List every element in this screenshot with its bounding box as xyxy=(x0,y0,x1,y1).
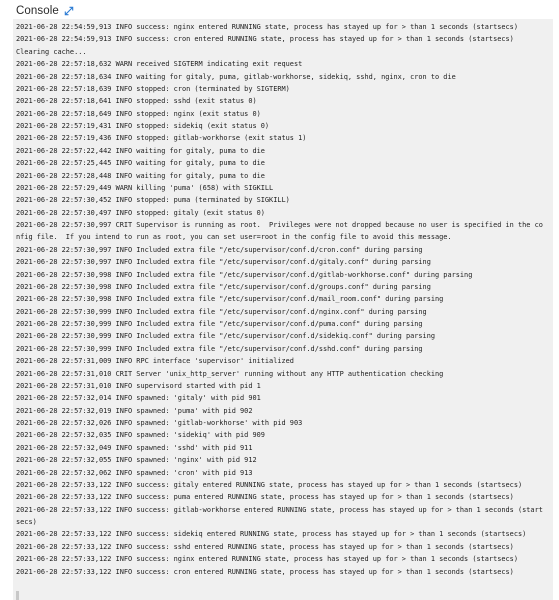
log-line: 2021-06-28 22:57:30,998 INFO Included extra file "/etc/supervisor/conf.d/gitlab-workhorse.conf" during parsing xyxy=(16,270,473,279)
console-output[interactable] xyxy=(13,19,553,600)
log-line: 2021-06-28 22:57:19,436 INFO stopped: gitlab-workhorse (exit status 1) xyxy=(16,134,307,143)
log-line: 2021-06-28 22:57:33,122 INFO success: nginx entered RUNNING state, process has stayed up for > than 1 seconds (startsecs) xyxy=(16,555,518,564)
log-line: Clearing cache... xyxy=(16,47,87,56)
log-line: 2021-06-28 22:57:28,448 INFO waiting for gitaly, puma to die xyxy=(16,171,265,180)
log-line: 2021-06-28 22:57:32,062 INFO spawned: 'cron' with pid 913 xyxy=(16,468,253,477)
log-line: 2021-06-28 22:57:30,999 INFO Included extra file "/etc/supervisor/conf.d/sshd.conf" during parsing xyxy=(16,344,423,353)
log-line: 2021-06-28 22:57:33,122 INFO success: sidekiq entered RUNNING state, process has stayed up for > than 1 seconds (startsecs) xyxy=(16,530,527,539)
log-line: 2021-06-28 22:57:30,997 CRIT Supervisor is running as root. Privileges were not dropped because no user is specified in the co xyxy=(16,221,543,229)
log-line: 2021-06-28 22:57:32,019 INFO spawned: 'puma' with pid 902 xyxy=(16,406,253,415)
log-line: 2021-06-28 22:57:33,122 INFO success: cron entered RUNNING state, process has stayed up for > than 1 seconds (startsecs) xyxy=(16,567,514,576)
log-line: 2021-06-28 22:57:30,452 INFO stopped: puma (terminated by SIGKILL) xyxy=(16,196,290,205)
log-line: 2021-06-28 22:57:30,999 INFO Included extra file "/etc/supervisor/conf.d/puma.conf" during parsing xyxy=(16,320,423,328)
log-line: 2021-06-28 22:57:18,634 INFO waiting for gitaly, puma, gitlab-workhorse, sidekiq, sshd, nginx, cron to die xyxy=(16,72,456,81)
log-line: 2021-06-28 22:57:25,445 INFO waiting for gitaly, puma to die xyxy=(16,159,265,168)
expand-arrows-icon[interactable] xyxy=(63,5,75,17)
log-line: 2021-06-28 22:57:30,997 INFO Included extra file "/etc/supervisor/conf.d/gitaly.conf" during parsing xyxy=(16,258,431,267)
log-line: 2021-06-28 22:57:30,999 INFO Included extra file "/etc/supervisor/conf.d/sidekiq.conf" during parsing xyxy=(16,332,435,341)
log-line: 2021-06-28 22:57:32,055 INFO spawned: 'nginx' with pid 912 xyxy=(16,456,257,465)
log-line: 2021-06-28 22:57:31,010 CRIT Server 'unix_http_server' running without any HTTP authentication checking xyxy=(16,369,444,378)
log-line: 2021-06-28 22:57:30,497 INFO stopped: gitaly (exit status 0) xyxy=(16,208,265,217)
log-line: 2021-06-28 22:57:18,641 INFO stopped: sshd (exit status 0) xyxy=(16,97,257,106)
scrollbar-thumb[interactable] xyxy=(16,591,19,600)
log-line: 2021-06-28 22:57:30,997 INFO Included extra file "/etc/supervisor/conf.d/cron.conf" during parsing xyxy=(16,245,423,254)
log-line: secs) xyxy=(16,518,37,526)
log-line: 2021-06-28 22:57:18,632 WARN received SIGTERM indicating exit request xyxy=(16,60,303,69)
log-line: 2021-06-28 22:57:33,122 INFO success: puma entered RUNNING state, process has stayed up for > than 1 seconds (startsecs) xyxy=(16,493,514,502)
log-line: 2021-06-28 22:57:18,649 INFO stopped: nginx (exit status 0) xyxy=(16,109,261,118)
log-line: 2021-06-28 22:57:32,035 INFO spawned: 'sidekiq' with pid 909 xyxy=(16,431,265,440)
log-line: 2021-06-28 22:57:32,049 INFO spawned: 'sshd' with pid 911 xyxy=(16,443,253,452)
log-line: nfig file. If you intend to run as root, you can set user=root in the config file to avoid this message. xyxy=(16,233,452,242)
log-line: 2021-06-28 22:57:33,122 INFO success: sshd entered RUNNING state, process has stayed up for > than 1 seconds (startsecs) xyxy=(16,542,514,551)
log-line: 2021-06-28 22:57:32,014 INFO spawned: 'gitaly' with pid 901 xyxy=(16,394,261,403)
log-line: 2021-06-28 22:57:32,026 INFO spawned: 'gitlab-workhorse' with pid 903 xyxy=(16,419,303,427)
log-line: 2021-06-28 22:57:29,449 WARN killing 'puma' (658) with SIGKILL xyxy=(16,183,274,192)
log-line: 2021-06-28 22:57:31,010 INFO supervisord started with pid 1 xyxy=(16,381,261,390)
log-line: 2021-06-28 22:57:18,639 INFO stopped: cron (terminated by SIGTERM) xyxy=(16,84,290,93)
panel-title: Console xyxy=(16,5,59,17)
log-line: 2021-06-28 22:57:31,009 INFO RPC interface 'supervisor' initialized xyxy=(16,357,294,366)
log-line: 2021-06-28 22:57:33,122 INFO success: gitaly entered RUNNING state, process has stayed up for > than 1 seconds (startsecs) xyxy=(16,480,523,489)
log-line: 2021-06-28 22:57:30,998 INFO Included extra file "/etc/supervisor/conf.d/mail_room.conf" during parsing xyxy=(16,295,444,304)
log-text xyxy=(16,21,553,578)
log-line: 2021-06-28 22:57:33,122 INFO success: gitlab-workhorse entered RUNNING state, process has stayed up for > than 1 seconds (start xyxy=(16,505,543,514)
horizontal-scrollbar[interactable] xyxy=(13,590,553,600)
log-line: 2021-06-28 22:57:30,998 INFO Included extra file "/etc/supervisor/conf.d/groups.conf" during parsing xyxy=(16,282,431,291)
log-line: 2021-06-28 22:54:59,913 INFO success: nginx entered RUNNING state, process has stayed up for > than 1 seconds (startsecs) xyxy=(16,23,518,31)
log-line: 2021-06-28 22:57:19,431 INFO stopped: sidekiq (exit status 0) xyxy=(16,122,270,130)
log-line: 2021-06-28 22:57:22,442 INFO waiting for gitaly, puma to die xyxy=(16,146,265,155)
log-line: 2021-06-28 22:54:59,913 INFO success: cron entered RUNNING state, process has stayed up for > than 1 seconds (startsecs) xyxy=(16,35,514,44)
log-line: 2021-06-28 22:57:30,999 INFO Included extra file "/etc/supervisor/conf.d/nginx.conf" during parsing xyxy=(16,307,427,316)
